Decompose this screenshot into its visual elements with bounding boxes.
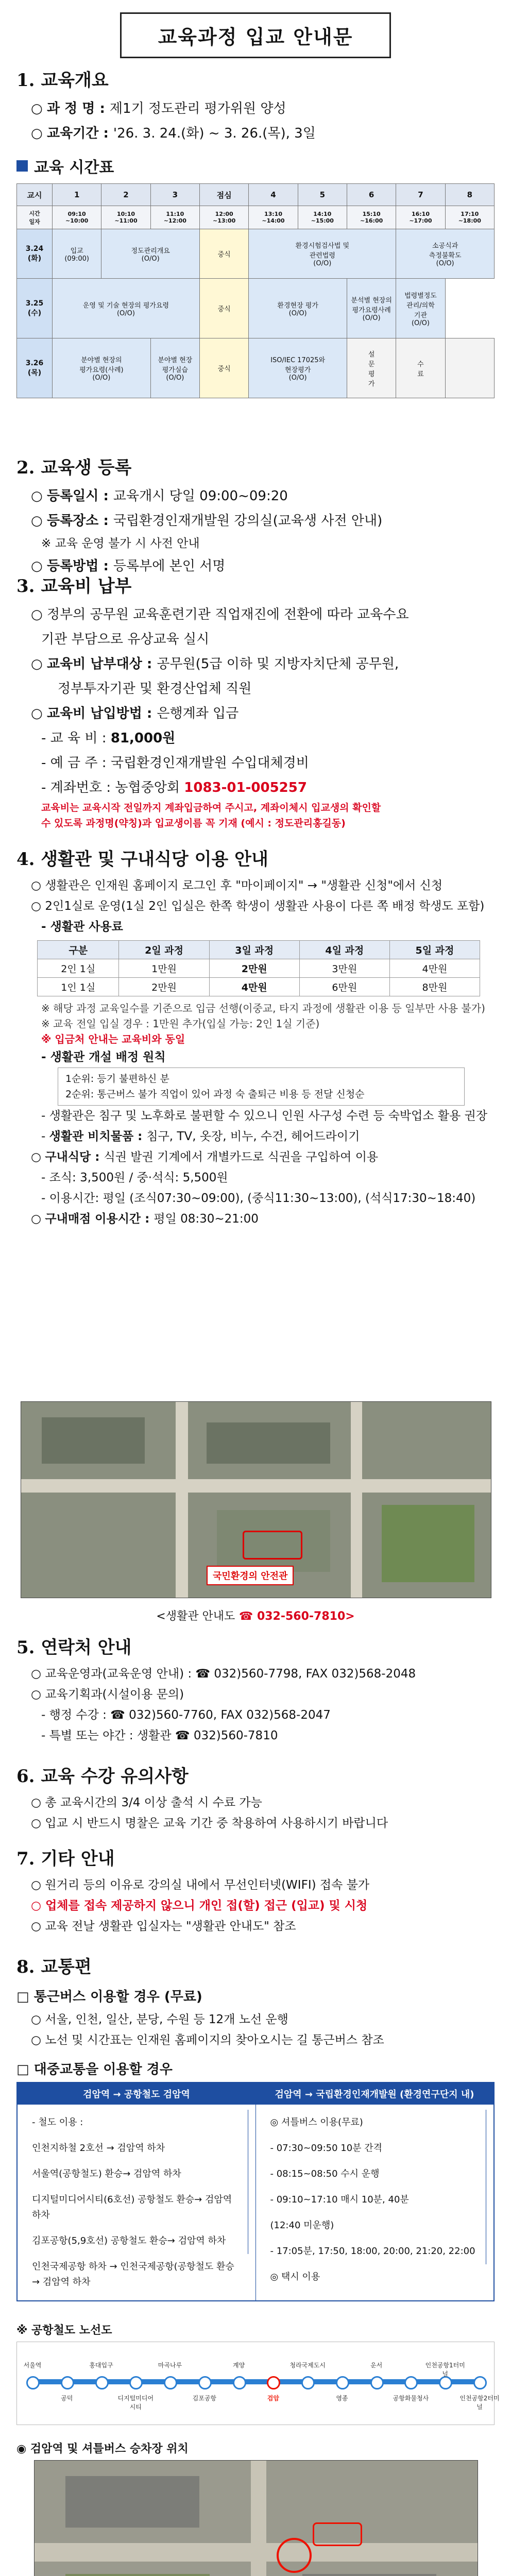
station-label: 청라국제도시 — [289, 2362, 326, 2369]
dorm-note: ※ 해당 과정 교육일수를 기준으로 입금 선행(이중교, 타지 과정에 생활관 이용 등 일부만 사용 불가) — [41, 1002, 485, 1014]
dorm-line: ○ 생활관은 인재원 홈페이지 로그인 후 "마이페이지" → "생활관 신청"에서 신청 — [31, 879, 443, 892]
shuttle-line: ○ 노선 및 시간표는 인재원 홈페이지의 찾아오시는 길 통근버스 참조 — [31, 2033, 384, 2047]
notice-line: ○ 총 교육시간의 3/4 이상 출석 시 수료 가능 — [31, 1796, 262, 1809]
station-label: 홍대입구 — [89, 2362, 113, 2369]
dorm-items: - 생활관 비치물품 : 침구, TV, 옷장, 비누, 수건, 헤어드라이기 — [41, 1130, 360, 1143]
station-dot — [404, 2376, 418, 2389]
lunch-cell: 중식 — [199, 279, 248, 338]
station-label: 영종 — [336, 2395, 348, 2402]
page-title: 교육과정 입교 안내문 — [120, 12, 391, 58]
section-heading: 1. 교육개요 — [16, 70, 109, 91]
day-cell: 3.25 (수) — [17, 279, 53, 338]
day-cell: 3.26 (목) — [17, 338, 53, 398]
time-cell: 15:10 ~16:00 — [347, 206, 396, 229]
etc-line: ○ 원거리 등의 이유로 강의실 내에서 무선인터넷(WIFI) 접속 불가 — [31, 1878, 370, 1892]
lunch-cell: 중식 — [199, 229, 248, 279]
dorm-line: ○ 2인1실로 운영(1실 2인 입실은 한쪽 학생이 생활관 사용이 다른 쪽 배정 학생도 포함) — [31, 900, 485, 913]
period-header: 4 — [249, 184, 298, 206]
time-cell: 10:10 ~11:00 — [101, 206, 150, 229]
session-cell: 설 문 평 가 — [347, 338, 396, 398]
etc-line: ○ 교육 전날 생활관 입실자는 "생활관 안내도" 참조 — [31, 1920, 296, 1933]
station-dot — [164, 2376, 177, 2389]
time-corner: 시간 일자 — [17, 206, 53, 229]
session-cell: 분석별 현장의 평가요령사례 (O/O) — [347, 279, 396, 338]
section-etc — [16, 1844, 495, 1937]
reg-place: ○ 등록장소 : 국립환경인재개발원 강의실(교육생 사전 안내) — [31, 513, 383, 529]
station-dot — [95, 2376, 109, 2389]
dorm-line: - 생활관은 침구 및 노후화로 불편할 수 있으니 인원 사구성 수련 등 숙박업소 활용 권장 — [41, 1109, 488, 1123]
table-row: 2인 1실 1만원 2만원 3만원 4만원 — [38, 959, 480, 978]
contact-line: ○ 교육기획과(시설이용 문의) — [31, 1688, 184, 1701]
station-dot — [233, 2376, 246, 2389]
fee-target: ○ 교육비 납부대상 : 공무원(5급 이하 및 지방자치단체 공무원, — [31, 656, 399, 672]
station-dot — [198, 2376, 212, 2389]
period-header: 1 — [53, 184, 101, 206]
time-cell: 09:10 ~10:00 — [53, 206, 101, 229]
public-transport-box — [16, 2082, 495, 2301]
dorm-map — [21, 1401, 491, 1598]
fee-notice: 교육비는 교육시작 전일까지 계좌입금하여 주시고, 계좌이체시 입교생의 확인할 — [41, 802, 381, 814]
station-dot — [336, 2376, 349, 2389]
dorm-fee-table — [37, 940, 480, 996]
dorm-note: ※ 교육 전일 입실 경우 : 1만원 추가(입실 가능: 2인 1실 기준) — [41, 1018, 320, 1030]
section-schedule — [16, 155, 495, 398]
station-dot — [473, 2376, 487, 2389]
period-header: 5 — [298, 184, 347, 206]
schedule-title: 교육 시간표 — [34, 159, 114, 177]
dorm-rule-box: 1순위: 등기 불편하신 분 2순위: 통근버스 불가 직업이 있어 과정 숙 출퇴근 비용 등 전달 신청순 — [58, 1067, 465, 1106]
section-heading: 7. 기타 안내 — [16, 1849, 115, 1869]
table-header: 3일 과정 — [209, 941, 299, 959]
section-overview — [16, 66, 495, 146]
session-cell: 분야별 현장의 평가요령(사례) (O/O) — [53, 338, 151, 398]
contact-line: - 행정 수강 : ☎ 032)560-7760, FAX 032)568-2047 — [41, 1708, 331, 1722]
time-cell: 16:10 ~17:00 — [396, 206, 445, 229]
shuttle-line: ○ 서울, 인천, 일산, 분당, 수원 등 12개 노선 운행 — [31, 2013, 288, 2026]
course-name: ○ 과 정 명 : 제1기 정도관리 평가위원 양성 — [31, 101, 286, 116]
contact-line: - 특별 또는 야간 : 생활관 ☎ 032)560-7810 — [41, 1729, 278, 1742]
station-dot — [370, 2376, 384, 2389]
public-title: □ 대중교통을 이용할 경우 — [16, 2062, 173, 2077]
fee-amount: - 교 육 비 : 81,000원 — [41, 731, 176, 746]
map-caption: <생활관 안내도 ☎ 032-560-7810> — [156, 1610, 355, 1623]
reg-time: ○ 등록일시 : 교육개시 당일 09:00~09:20 — [31, 488, 288, 504]
shuttle-info: ◎ 셔틀버스 이용(무료) - 07:30~09:50 10분 간격 - 08:15~08:50 수시 운행 - 09:10~17:10 매시 10분, 40분 (12:40 미운행) - 17:05분, 17:50, 18:00, 20:00, 21:20, 22:00 ◎ 택시 이용 — [256, 2105, 494, 2300]
route-header: 검암역 → 국립환경인재개발원 (환경연구단지 내) — [256, 2083, 493, 2105]
shuttle-title: □ 통근버스 이용할 경우 (무료) — [16, 1989, 202, 2005]
cafeteria-hours: - 이용시간: 평일 (조식07:30~09:00), (중식11:30~13:00), (석식17:30~18:40) — [41, 1192, 476, 1205]
station-dot — [301, 2376, 315, 2389]
section-heading: 3. 교육비 납부 — [16, 576, 132, 597]
time-cell: 17:10 ~18:00 — [445, 206, 494, 229]
station-label: 김포공항 — [192, 2395, 217, 2402]
session-cell: 환경시험검사법 및 관련법령 (O/O) — [249, 229, 396, 279]
section-heading: 4. 생활관 및 구내식당 이용 안내 — [16, 849, 268, 870]
section-heading: 8. 교통편 — [16, 1957, 92, 1977]
store-hours: ○ 구내매점 이용시간 : 평일 08:30~21:00 — [31, 1212, 259, 1226]
station-label: 공항화물청사 — [393, 2395, 429, 2402]
section-registration — [16, 453, 495, 579]
contact-line: ○ 교육운영과(교육운영 안내) : ☎ 032)560-7798, FAX 032)568-2048 — [31, 1667, 416, 1681]
cafeteria-price: - 조식: 3,500원 / 중·석식: 5,500원 — [41, 1171, 228, 1184]
reg-method: ○ 등록방법 : 등록부에 본인 서명 — [31, 558, 226, 574]
station-label: 인천공항1터미널 — [425, 2362, 465, 2378]
reg-note: ※ 교육 운영 불가 시 사전 안내 — [41, 537, 200, 550]
etc-line: ○ 업체를 접속 제공하지 않으니 개인 접(할) 접근 (입교) 및 시청 — [31, 1899, 368, 1912]
station-label: 계양 — [233, 2362, 245, 2369]
station-label: 디지털미디어시티 — [117, 2395, 154, 2411]
table-header: 구분 — [38, 941, 119, 959]
route-header: 검암역 → 공항철도 검암역 — [18, 2083, 256, 2105]
time-cell: 14:10 ~15:00 — [298, 206, 347, 229]
schedule-table — [16, 183, 495, 398]
section-heading: 5. 연락처 안내 — [16, 1637, 132, 1658]
station-label: 공덕 — [61, 2395, 73, 2402]
fee-holder: - 예 금 주 : 국립환경인재개발원 수입대체경비 — [41, 755, 309, 771]
photo-title: ◉ 검암역 및 셔틀버스 승차장 위치 — [16, 2443, 189, 2455]
session-cell: 환경현장 평가 (O/O) — [249, 279, 347, 338]
time-cell: 11:10 ~12:00 — [150, 206, 199, 229]
section-fee — [16, 572, 495, 831]
station-dot — [61, 2376, 74, 2389]
section-notice — [16, 1762, 495, 1834]
session-cell: 정도관리개요 (O/O) — [101, 229, 200, 279]
section-heading: 6. 교육 수강 유의사항 — [16, 1766, 189, 1787]
table-header: 2일 과정 — [119, 941, 209, 959]
period-header: 6 — [347, 184, 396, 206]
session-cell: 소공식과 측정불확도 (O/O) — [396, 229, 495, 279]
session-cell: 입교 (09:00) — [53, 229, 101, 279]
corner-cell: 교시 — [17, 184, 53, 206]
dorm-fee-label: - 생활관 사용료 — [41, 920, 123, 934]
rail-info: - 철도 이용 : 인천지하철 2호선 → 검암역 하차 서울역(공항철도) 환승→ 검암역 하차 디지털미디어시티(6호선) 공항철도 환승→ 검암역 하차 김포공항(5,9호선) 공항철도 환승→ 검암역 하차 인천국제공항 하차 → 인천국제공항(공항철도 환승 → 검암역 하차 — [18, 2105, 256, 2300]
cafeteria: ○ 구내식당 : 식권 발권 기계에서 개별카드로 식권을 구입하여 이용 — [31, 1150, 379, 1164]
section-heading: 2. 교육생 등록 — [16, 457, 132, 478]
period-header: 점심 — [199, 184, 248, 206]
section-dorm — [16, 845, 495, 1229]
session-cell: 법령별정도 관리/의학 기관 (O/O) — [396, 279, 445, 338]
period-header: 3 — [150, 184, 199, 206]
rail-line-map — [16, 2313, 500, 2425]
period-header: 2 — [101, 184, 150, 206]
station-label: 마곡나루 — [158, 2362, 182, 2369]
fee-line: 기관 부담으로 유상교육 실시 — [41, 632, 210, 647]
geomam-aerial — [34, 2460, 478, 2576]
section-contact — [16, 1633, 495, 1746]
station-dot — [267, 2376, 280, 2389]
dorm-rule-label: - 생활관 개설 배정 원칙 — [41, 1050, 166, 1064]
table-header: 4일 과정 — [299, 941, 389, 959]
line-diagram — [16, 2342, 500, 2425]
notice-line: ○ 입교 시 반드시 명찰은 교육 기간 중 착용하여 사용하시기 바랍니다 — [31, 1817, 388, 1830]
course-period: ○ 교육기간 : '26. 3. 24.(화) ~ 3. 26.(목), 3일 — [31, 126, 316, 141]
lunch-cell: 중식 — [199, 338, 248, 398]
line-map-title: ※ 공항철도 노선도 — [16, 2324, 112, 2337]
map-label: 국민환경의 안전관 — [207, 1566, 294, 1585]
station-label: 운서 — [370, 2362, 383, 2369]
period-header: 8 — [445, 184, 494, 206]
table-row: 1인 1실 2만원 4만원 6만원 8만원 — [38, 978, 480, 996]
session-cell: 수 료 — [396, 338, 445, 398]
square-bullet-icon — [16, 160, 28, 172]
dorm-highlight — [243, 1531, 302, 1560]
station-dot — [26, 2376, 40, 2389]
station-label: 서울역 — [23, 2362, 42, 2369]
fee-line: ○ 정부의 공무원 교육훈련기관 직업재진에 전환에 따라 교육수요 — [31, 607, 409, 622]
fee-target-2: 정부투자기관 및 환경산업체 직원 — [58, 681, 252, 697]
session-cell: 분야별 현장 평가실습 (O/O) — [150, 338, 199, 398]
period-header: 7 — [396, 184, 445, 206]
time-cell: 12:00 ~13:00 — [199, 206, 248, 229]
station-label: 인천공항2터미널 — [459, 2395, 500, 2411]
fee-method: ○ 교육비 납입방법 : 은행계좌 입금 — [31, 706, 239, 721]
session-cell: 운영 및 기술 현장의 평가요령 (O/O) — [53, 279, 200, 338]
photo-geomam — [16, 2432, 495, 2576]
dorm-note: ※ 입금처 안내는 교육비와 동일 — [41, 1033, 185, 1045]
section-transport — [16, 1953, 495, 2301]
fee-account: - 계좌번호 : 농협중앙회 1083-01-005257 — [41, 780, 307, 795]
station-label: 검암 — [267, 2395, 279, 2402]
station-dot — [129, 2376, 143, 2389]
session-cell: ISO/IEC 17025와 현장평가 (O/O) — [249, 338, 347, 398]
day-cell: 3.24 (화) — [17, 229, 53, 279]
fee-notice: 수 있도록 과정명(약칭)과 입교생이름 꼭 기재 (예시 : 정도관리홍길동) — [41, 818, 346, 829]
table-header: 5일 과정 — [389, 941, 480, 959]
time-cell: 13:10 ~14:00 — [249, 206, 298, 229]
